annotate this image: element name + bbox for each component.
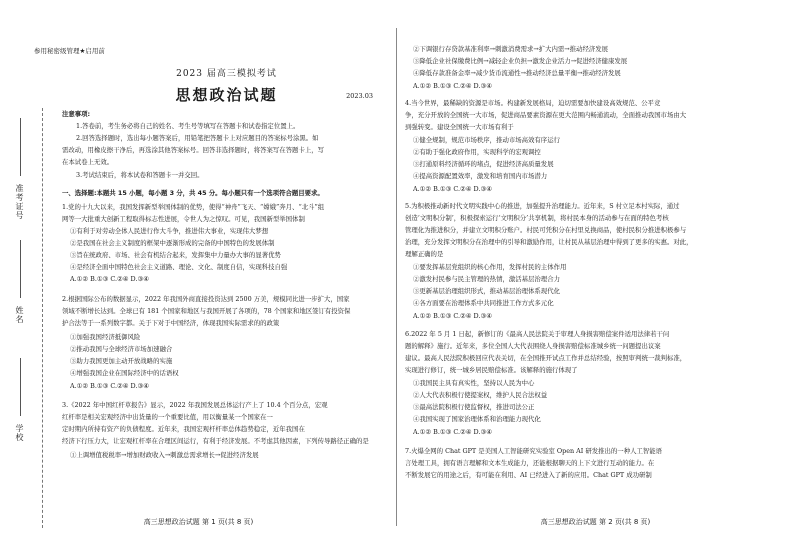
question-line: 言处理工具，拥有语言理解和文本生成能力，还能根据聊天的上下文进行互动的能力。在 bbox=[405, 459, 655, 467]
exam-number-blank bbox=[20, 118, 21, 176]
subject-title: 思想政治试题 bbox=[175, 86, 278, 104]
notes-line: 2.回答选择题时，选出每小题答案后，用铅笔把答题卡上对应题目的答案标号涂黑。如 bbox=[76, 134, 319, 142]
question-line: 到强转变。建设全国统一大市场有利于 bbox=[405, 123, 514, 131]
question-line: 护合法等于一系列数字都。关于下对于中国经济，体现我国实际需求的的政策 bbox=[62, 319, 280, 327]
question-line: 题的解释》施行。近年来，多位全国人大代表围绕人身损害赔偿标准城乡统一问题提出议案 bbox=[405, 342, 661, 350]
question-line: 争，充分开放的全国统一大市场，促进商品要素资源在更大范围内畅通流动，全面推动我国市场由大 bbox=[405, 111, 687, 119]
question-line: 定时期内所持有资产的负债程度。近年来，我国宏观杆杆率总体趋势稳定，近年我国在 bbox=[62, 425, 305, 433]
question-line: 治理，充分发挥文明积分在治理中的引导和激励作用，让村民从基层治理中得到了更多的实惠。对此， bbox=[405, 238, 693, 246]
option-line: ②有助于强化政府作用，实现科学的宏观调控 bbox=[413, 148, 541, 156]
page-footer-right: 高三思想政治试题 第 2 页(共 8 页) bbox=[540, 518, 651, 526]
option-line: ②人大代表积极行使提案权，维护人民合法权益 bbox=[413, 391, 548, 399]
option-line: ①我国民主具有真实性，坚持以人民为中心 bbox=[413, 379, 535, 387]
option-line: ④我国实现了国家治理体系和治理能力现代化 bbox=[413, 415, 541, 423]
option-line: ④降低存款准备金率→减少货币流通性→推动经济总量平衡→推动经济发展 bbox=[413, 69, 621, 77]
question-line: 4.当今世界，最稀缺的资源是市场。构建新发展格局，迫切需要加快建设高效规范、公平竞 bbox=[405, 99, 661, 107]
sidebar-label-exam-number: 准考证号 bbox=[15, 184, 24, 220]
option-line: ②是我国在社会主义制度的框架中逐渐形成的完备的中国特色的发展体制 bbox=[70, 239, 275, 247]
answer-choices: A.①② B.①③ C.②④ D.③④ bbox=[413, 428, 492, 436]
answer-choices: A.①② B.①③ C.②④ D.③④ bbox=[70, 275, 149, 283]
school-blank bbox=[20, 358, 21, 416]
sidebar-label-name: 姓名 bbox=[15, 306, 24, 324]
notes-line: 需改动，用橡皮擦干净后，再选涂其他答案标号。回答非选择题时，将答案写在答题卡上，写 bbox=[62, 146, 325, 154]
question-line: 6.2022 年 5 月 1 日起，新修订的《最高人民法院关于审理人身损害赔偿案件适用法律若干问 bbox=[405, 330, 670, 338]
option-line: ②推动我国与全球经济市场加速融合 bbox=[70, 345, 173, 353]
page-right bbox=[397, 0, 794, 539]
exam-date: 2023.03 bbox=[346, 92, 373, 100]
answer-choices: A.①② B.①③ C.②④ D.③④ bbox=[413, 82, 492, 90]
section-heading: 一、选择题:本题共 15 小题，每小题 3 分，共 45 分。每小题只有一个选项符合题目要求。 bbox=[62, 189, 324, 197]
notes-line: 在本试卷上无效。 bbox=[62, 158, 114, 166]
option-line: ④增强我国企业在国际经济中的话语权 bbox=[70, 369, 179, 377]
question-line: 创造‘文明积分制’，积极探索运行‘文明积分’共享机制，将村民本身的活动参与在面的特色考核 bbox=[405, 214, 669, 222]
exam-title: 2023 届高三模拟考试 bbox=[176, 69, 277, 79]
option-line: ③旨在统政府、市场、社会有机结合起来，发挥集中力量办大事的显著优势 bbox=[70, 251, 281, 259]
question-line: 实现进行修订，统一城乡居民赔偿标准。该解释的施行体现了 bbox=[405, 366, 578, 374]
page-footer-left: 高三思想政治试题 第 1 页(共 8 页) bbox=[143, 518, 254, 526]
option-line: ②激发村民参与民主管理的热情，激活基层治理合力 bbox=[413, 275, 560, 283]
option-line: ①加强我国经济抵御风险 bbox=[70, 333, 141, 341]
question-line: 7.火爆全网的 Chat GPT 是美国人工智能研究实验室 Open AI 研发推出的一种人工智能语 bbox=[405, 447, 663, 455]
notes-line: 3.考试结束后，将本试卷和答题卡一并交回。 bbox=[76, 171, 204, 179]
question-line: 网等一大批重大创新工程取得标志性进展，令世人为之惊叹。可见，我国新型举国体制 bbox=[62, 215, 305, 223]
option-line: ①要发挥基层党组织的核心作用，发挥村民的主体作用 bbox=[413, 263, 567, 271]
question-line: 不断发展它的用途之后，有可能在利用、AI 已经进入了新的应用。Chat GPT 成功研制 bbox=[405, 471, 652, 479]
question-line: 红杆率是相关宏观经济中出货量的一个重要比值，用以衡量某一个国家在一 bbox=[62, 413, 273, 421]
question-line: 3.《2022 年中国红杆草报告》显示，2022 年我国发展总体运行产上了 10.4 个百分点，宏观 bbox=[62, 401, 328, 409]
option-line: ④各方面要在治理体系中共同推进工作方式多元化 bbox=[413, 299, 554, 307]
question-line: 领域不断增长达到。全球已有 181 个国家和地区与我国开展了各项的，78 个国家和地区签订有投资保 bbox=[62, 307, 351, 315]
confidential-note: 参用秘密级管理★启用前 bbox=[34, 47, 105, 55]
sidebar-label-school: 学校 bbox=[15, 424, 24, 442]
option-line: ①有利于对劳动全体人民进行作大斗争，推进伟大事业，实现伟大梦想 bbox=[70, 227, 269, 235]
notes-line: 1.答卷前，考生务必将自己的姓名、考生号等填写在答题卡和试卷指定位置上。 bbox=[76, 122, 300, 130]
option-line: ④是经济全面中国特色社会主义道路、理论、文化、制度自信，实现科技自强 bbox=[70, 263, 288, 271]
option-line: ③降低企业社保缴费比例→减轻企业负担→激发企业活力→促进经济健康发展 bbox=[413, 57, 628, 65]
option-line: ①健全规制，规范市场秩序，推动市场高效有序运行 bbox=[413, 136, 560, 144]
name-blank bbox=[20, 240, 21, 298]
notes-heading: 注意事项: bbox=[62, 110, 91, 118]
option-line: ①上调增值税税率→增加财政收入→刺激总需求增长→促进经济发展 bbox=[70, 451, 259, 459]
question-line: 管理化为推进积分，并建立文明积分账户。村民可凭积分在村里兑换商品，使村民积分推进积极参与 bbox=[405, 226, 687, 234]
question-line: 经济下行压力大，让宏观杠杆率在合理区间运行，有利于经济发展。不考虑其他因素，下列传导路径正确的是 bbox=[62, 437, 369, 445]
option-line: ③最高法院积极行使监督权，推进司法公正 bbox=[413, 403, 535, 411]
option-line: ③打通原料经济循环的堵点，促进经济高质量发展 bbox=[413, 160, 554, 168]
cut-line bbox=[42, 108, 43, 528]
question-line: 建议。最高人民法院积极回应代表关切，在全国推开试点工作并总结经验，按照审判统一裁判标准， bbox=[405, 354, 687, 362]
question-line: 2.根据国际公布的数据显示，2022 年我国外商直接投资达到 2500 万美，规模同比进一步扩大，国家 bbox=[62, 295, 350, 303]
option-line: ②下调银行存贷款基准利率→刺激消费需求→扩大内需→推动经济发展 bbox=[413, 45, 609, 53]
question-line: 5.为积极推动新时代文明实践中心的推进，加强提升治理能力。近年来，S 村立足本村实际，通过 bbox=[405, 202, 680, 210]
option-line: ③更新基层治理组织形式，推动基层治理体系现代化 bbox=[413, 287, 560, 295]
question-line: 1.党的十九大以来，我国发挥新型举国体制的优势，使得“神舟”飞天、“嫦娥”奔月、“北斗”组 bbox=[62, 203, 325, 211]
question-line: 理解正确的是 bbox=[405, 250, 444, 258]
option-line: ④提高资源配置效率，激发和培育国内市场潜力 bbox=[413, 172, 548, 180]
option-line: ③助力我国更加主动开放战略的实施 bbox=[70, 357, 173, 365]
answer-choices: A.①② B.①③ C.②④ D.③④ bbox=[413, 312, 492, 320]
binding-margin bbox=[0, 108, 58, 528]
answer-choices: A.①② B.①③ C.②④ D.③④ bbox=[413, 185, 492, 193]
answer-choices: A.①② B.①③ C.②④ D.③④ bbox=[70, 382, 149, 390]
